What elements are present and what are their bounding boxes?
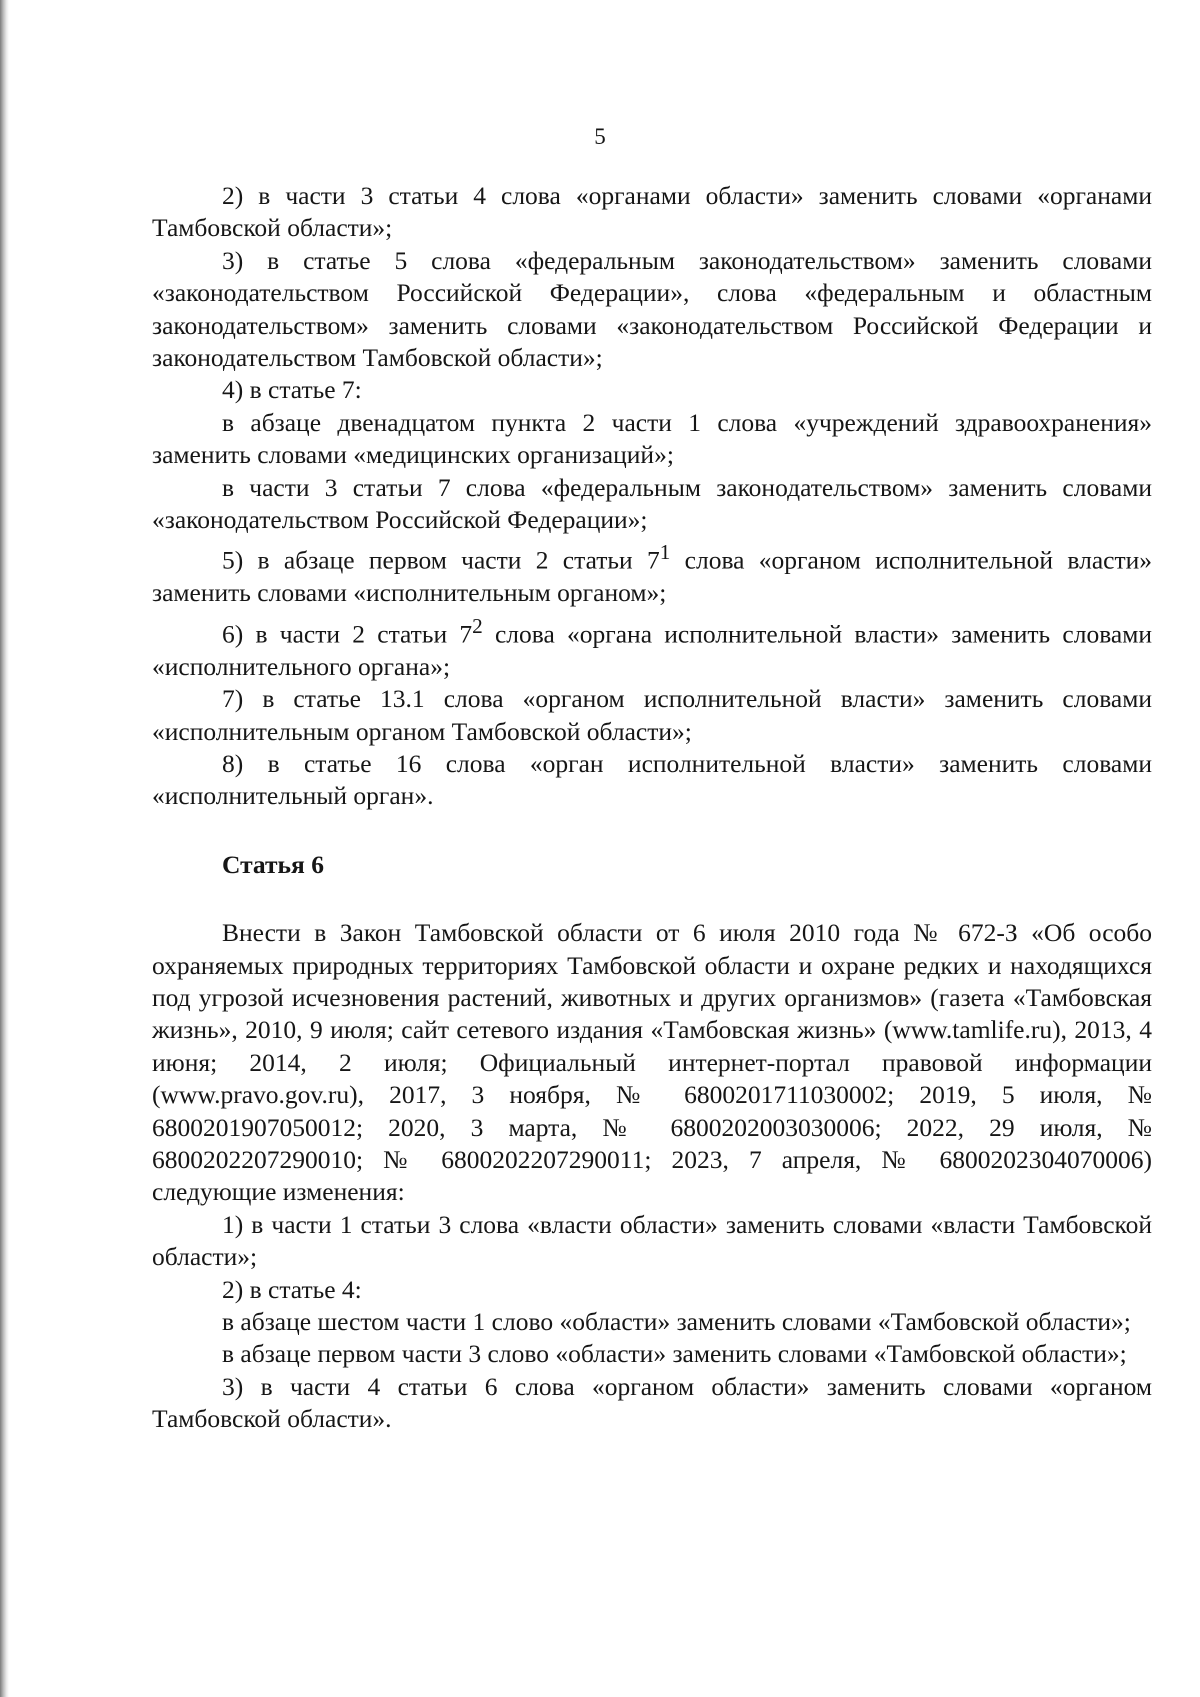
superscript-number: 2 (472, 613, 483, 638)
amendment-item: 1) в части 1 статьи 3 слова «власти области» заменить словами «власти Тамбовской области»; (152, 1209, 1152, 1272)
article-heading: Статья 6 (222, 849, 324, 879)
amendment-subitem: в абзаце шестом части 1 слово «области» заменить словами «Тамбовской области»; (222, 1307, 1131, 1336)
document-body (152, 180, 1152, 1436)
page-number: 5 (594, 124, 606, 149)
item-text: слова «органа исполнительной власти» заменить словами «исполнительного органа»; (152, 619, 1152, 681)
item-text: слова «органом исполнительной власти» заменить словами «исполнительным органом»; (152, 545, 1152, 608)
scan-edge-shadow (0, 0, 9, 1697)
amendment-item: 3) в части 4 статьи 6 слова «органом области» заменить словами «органом Тамбовской области». (152, 1371, 1152, 1434)
item-text: 6) в части 2 статьи 7 (222, 619, 473, 649)
amendment-item: 2) в статье 4: (222, 1274, 362, 1304)
amendment-item: 8) в статье 16 слова «орган исполнительной власти» заменить словами «исполнительный орган». (152, 748, 1152, 811)
amendment-item: 4) в статье 7: (222, 375, 362, 405)
amendment-item (152, 610, 1152, 683)
amendment-item: 2) в части 3 статьи 4 слова «органами области» заменить словами «органами Тамбовской области»; (152, 181, 1152, 243)
article-intro: Внести в Закон Тамбовской области от 6 июля 2010 года № 672-З «Об особо охраняемых природных территориях Тамбовской области и охране редких и находящихся под угрозой исчезновения растений, животных и других организмов» (газета «Тамбовская жизнь», 2010, 9 июля; сайт сетевого издания «Тамбовская жизнь» (www.tamlife.ru), 2013, 4 июня; 2014, 2 июля; Официальный интернет-портал правовой информации (www.pravo.gov.ru), 2017, 3 ноября, № 6800201711030002; 2019, 5 июля, № 6800201907050012; 2020, 3 марта, № 6800202003030006; 2022, 29 июля, № 6800202207290010; № 6800202207290011; 2023, 7 апреля, № 6800202304070006) следующие изменения: (152, 918, 1152, 1207)
superscript-number: 1 (659, 540, 671, 565)
amendment-subitem: в части 3 статьи 7 слова «федеральным законодательством» заменить словами «законодательством Российской Федерации»; (152, 472, 1152, 535)
amendment-item (152, 536, 1152, 609)
item-text: 5) в абзаце первом части 2 статьи 7 (222, 545, 660, 575)
amendment-subitem: в абзаце двенадцатом пункта 2 части 1 слова «учреждений здравоохранения» заменить словами «медицинских организаций»; (152, 407, 1152, 470)
amendment-subitem: в абзаце первом части 3 слово «области» заменить словами «Тамбовской области»; (222, 1339, 1127, 1369)
amendment-item: 7) в статье 13.1 слова «органом исполнительной власти» заменить словами «исполнительным органом Тамбовской области»; (152, 684, 1152, 746)
amendment-item: 3) в статье 5 слова «федеральным законодательством» заменить словами «законодательством Российской Федерации», слова «федеральным и областным законодательством» заменить словами «законодательством Российской Федерации и законодательством Тамбовской области»; (152, 245, 1152, 373)
